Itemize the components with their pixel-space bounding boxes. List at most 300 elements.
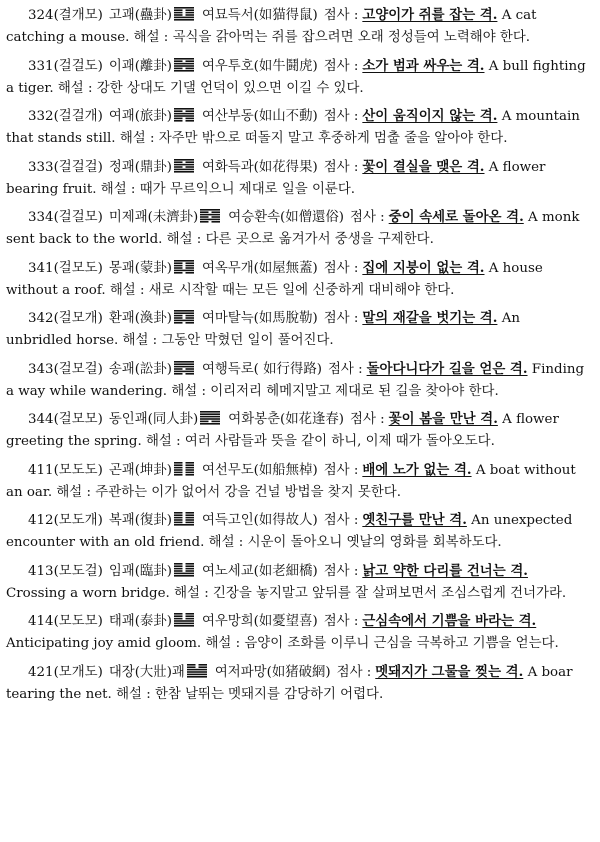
yin-line (200, 221, 209, 223)
yin-line (185, 267, 194, 269)
hexagram-name: 임괘(臨卦) (108, 563, 172, 579)
yin-line (212, 211, 221, 213)
entry-number: 414 (28, 614, 54, 629)
idiom: 여선무도(如船無棹) (201, 462, 318, 478)
hexagram-symbol-icon (174, 58, 194, 72)
idiom: 여노세교(如老細橋) (201, 563, 318, 579)
yin-line (185, 466, 194, 468)
english-translation: A monk sent back to the world. (6, 210, 580, 247)
entry-number: 412 (28, 513, 54, 528)
entry-header (6, 311, 497, 326)
hexagram-name: 여괘(旅卦) (108, 109, 172, 124)
commentary-text: 강한 상대도 기댈 언덕이 있으면 이길 수 있다. (96, 80, 364, 96)
hexagram-symbol-icon (174, 7, 194, 21)
idiom: 여묘득서(如猫得鼠) (201, 8, 318, 23)
commentary-text: 그동안 막혔던 일이 풀어진다. (161, 333, 334, 348)
entry-number: 331 (28, 58, 54, 74)
yang-line (174, 365, 194, 367)
yin-line (174, 12, 183, 14)
yin-line (185, 522, 194, 524)
hexagram-lines (174, 7, 194, 21)
yang-line (174, 572, 194, 574)
yin-line (174, 317, 183, 319)
entry-number: 421 (28, 664, 54, 680)
yin-line (174, 14, 183, 16)
idiom: 여화봉춘(如花逢春) (228, 412, 345, 427)
hexagram-lines (174, 613, 194, 627)
commentary-label: 해설 : (208, 535, 244, 550)
english-translation: Finding a way while wandering. (6, 361, 585, 399)
entry-number: 342 (28, 311, 54, 326)
yin-line (185, 368, 194, 370)
hexagram-lines (174, 310, 194, 324)
yin-line (174, 264, 183, 266)
yang-line (200, 418, 220, 420)
entry-header (6, 463, 472, 478)
yang-line (174, 163, 194, 165)
yin-line (174, 9, 183, 11)
judgement-label: 점사 : (350, 210, 385, 225)
idiom: 여승환속(如僧還俗) (228, 210, 345, 225)
yin-line (174, 161, 183, 163)
yin-line (174, 464, 183, 466)
yin-line (185, 469, 194, 471)
yang-line (200, 413, 220, 415)
hexagram-name: 고괘(蠱卦) (108, 8, 172, 23)
hexagram-name: 몽괘(蒙卦) (108, 260, 172, 276)
idiom: 여산부동(如山不動) (201, 109, 318, 124)
yin-line (212, 221, 221, 223)
yang-line (200, 214, 220, 216)
yin-line (174, 618, 183, 620)
yin-line (185, 166, 194, 168)
yin-line (185, 514, 194, 516)
verdict-text: 옛친구를 만난 격. (362, 512, 467, 528)
verdict-text: 산이 움직이지 않는 격. (362, 108, 498, 124)
yang-line (200, 411, 220, 413)
yin-line (174, 466, 183, 468)
commentary-text: 새로 시작할 때는 모든 일에 신중하게 대비해야 한다. (148, 282, 455, 298)
yin-line (185, 615, 194, 617)
hexagram-lines (174, 159, 194, 173)
yin-line (174, 469, 183, 471)
entry-header (6, 210, 524, 225)
hexagram-lines (200, 209, 220, 223)
entry-code: (걸모도) (53, 260, 103, 276)
hexagram-name: 미제괘(未濟卦) (108, 210, 199, 225)
yang-line (174, 19, 194, 21)
verdict-text: 근심속에서 기쁨을 바라는 격. (362, 613, 537, 629)
yin-line (200, 421, 209, 423)
commentary-label: 해설 : (205, 636, 241, 651)
yang-line (174, 260, 194, 262)
commentary-text: 다른 곳으로 옮겨가서 중생을 구제한다. (205, 232, 434, 247)
commentary-text: 주관하는 이가 없어서 강을 건널 방법을 찾지 못한다. (95, 484, 401, 500)
yin-line (185, 613, 194, 615)
oracle-entry (6, 206, 586, 251)
yin-line (187, 664, 196, 666)
yin-line (174, 462, 183, 464)
yin-line (198, 664, 207, 666)
entry-number: 324 (28, 8, 54, 23)
yin-line (200, 211, 209, 213)
yin-line (185, 317, 194, 319)
english-translation: Crossing a worn bridge. (6, 585, 170, 601)
oracle-entry (6, 307, 586, 352)
entry-header (6, 8, 497, 23)
yin-line (185, 565, 194, 567)
entry-number: 413 (28, 563, 54, 579)
yin-line (174, 110, 183, 112)
hexagram-symbol-icon (174, 310, 194, 324)
entry-code: (걸모걸) (53, 361, 103, 377)
entry-header (6, 614, 536, 629)
yang-line (174, 363, 194, 365)
oracle-entry (6, 610, 586, 655)
yin-line (185, 322, 194, 324)
yin-line (174, 517, 183, 519)
commentary-label: 해설 : (57, 80, 93, 96)
entry-header (6, 665, 523, 680)
hexagram-lines (174, 361, 194, 375)
yang-line (200, 219, 220, 221)
yin-line (174, 315, 183, 317)
yin-line (185, 471, 194, 473)
verdict-text: 낡고 약한 다리를 건너는 격. (362, 562, 528, 579)
hexagram-symbol-icon (174, 563, 194, 577)
yang-line (174, 115, 194, 117)
yang-line (174, 108, 194, 110)
yin-line (185, 14, 194, 16)
yin-line (212, 421, 221, 423)
verdict-text: 소가 범과 싸우는 격. (362, 57, 485, 74)
yang-line (174, 575, 194, 577)
yin-line (174, 522, 183, 524)
hexagram-symbol-icon (174, 159, 194, 173)
hexagram-name: 동인괘(同人卦) (108, 412, 199, 427)
entry-header (6, 362, 528, 377)
entry-header (6, 261, 484, 276)
yin-line (174, 166, 183, 168)
yin-line (185, 264, 194, 266)
yang-line (174, 269, 194, 271)
judgement-label: 점사 : (323, 462, 359, 478)
yin-line (185, 373, 194, 375)
commentary-text: 긴장을 놓지말고 앞뒤를 잘 살펴보면서 조심스럽게 건너가라. (213, 585, 567, 601)
verdict-text: 고양이가 쥐를 잡는 격. (362, 7, 498, 23)
yin-line (212, 216, 221, 218)
entry-header (6, 109, 497, 124)
entry-code: (모도걸) (53, 563, 103, 579)
hexagram-symbol-icon (174, 361, 194, 375)
entry-number: 343 (28, 361, 54, 377)
english-translation: A flower bearing fruit. (6, 159, 546, 197)
hexagram-name: 태괘(泰卦) (108, 614, 172, 629)
yang-line (174, 625, 194, 627)
yin-line (174, 519, 183, 521)
entry-code: (걸모모) (53, 412, 103, 427)
commentary-text: 시운이 돌아오니 옛날의 영화를 회복하도다. (247, 535, 502, 550)
idiom: 여저파망(如猪破網) (214, 664, 331, 680)
yang-line (187, 673, 207, 675)
entry-header (6, 513, 467, 528)
judgement-label: 점사 : (350, 412, 385, 427)
yin-line (185, 462, 194, 464)
yin-line (174, 567, 183, 569)
oracle-entry (6, 560, 586, 605)
yin-line (174, 120, 183, 122)
entry-header (6, 160, 484, 175)
hexagram-lines (187, 664, 207, 678)
english-translation: An unexpected encounter with an old friend. (6, 513, 573, 550)
entry-number: 334 (28, 210, 54, 225)
judgement-label: 점사 : (323, 614, 359, 629)
yin-line (198, 666, 207, 668)
commentary-label: 해설 : (100, 181, 136, 197)
hexagram-lines (174, 563, 194, 577)
hexagram-lines (174, 462, 194, 476)
hexagram-symbol-icon (200, 411, 220, 425)
yin-line (174, 613, 183, 615)
yang-line (174, 310, 194, 312)
yin-line (185, 315, 194, 317)
yin-line (185, 519, 194, 521)
entry-code: (걸걸도) (53, 58, 103, 74)
entry-header (6, 59, 484, 74)
hexagram-symbol-icon (187, 664, 207, 678)
verdict-text: 꽃이 봄을 만난 격. (388, 411, 498, 427)
entry-code: (모개도) (53, 664, 103, 680)
yin-line (185, 110, 194, 112)
oracle-entry (6, 257, 586, 302)
yang-line (200, 209, 220, 211)
idiom: 여득고인(如得故人) (201, 513, 318, 528)
judgement-label: 점사 : (323, 8, 359, 23)
yin-line (174, 471, 183, 473)
yin-line (174, 267, 183, 269)
entry-code: (걸걸걸) (53, 159, 103, 175)
yang-line (174, 159, 194, 161)
english-translation: A house without a roof. (6, 260, 543, 298)
judgement-label: 점사 : (323, 58, 359, 74)
yang-line (174, 62, 194, 64)
yin-line (174, 322, 183, 324)
yin-line (174, 565, 183, 567)
yang-line (174, 70, 194, 72)
yang-line (174, 168, 194, 170)
entry-code: (걸모개) (53, 311, 103, 326)
yang-line (174, 312, 194, 314)
english-translation: Anticipating joy amid gloom. (6, 636, 202, 651)
yin-line (174, 67, 183, 69)
yang-line (174, 17, 194, 19)
yin-line (185, 60, 194, 62)
hexagram-lines (174, 58, 194, 72)
yang-line (174, 524, 194, 526)
yang-line (187, 668, 207, 670)
entry-code: (결개모) (53, 8, 103, 23)
yin-line (174, 368, 183, 370)
entry-number: 332 (28, 109, 54, 124)
hexagram-symbol-icon (200, 209, 220, 223)
commentary-label: 해설 : (171, 383, 206, 399)
oracle-entry (6, 509, 586, 554)
yin-line (174, 272, 183, 274)
idiom: 여마탈늑(如馬脫勒) (201, 311, 318, 326)
oracle-entry (6, 55, 586, 100)
hexagram-lines (200, 411, 220, 425)
yang-line (174, 65, 194, 67)
judgement-label: 점사 : (323, 260, 359, 276)
yin-line (187, 666, 196, 668)
oracle-entry (6, 408, 586, 453)
entry-code: (모도모) (53, 614, 103, 629)
yang-line (174, 171, 194, 173)
verdict-text: 말의 재갈을 벗기는 격. (362, 310, 498, 326)
verdict-text: 집에 지붕이 없는 격. (362, 259, 485, 276)
yin-line (174, 615, 183, 617)
yin-line (185, 464, 194, 466)
yin-line (174, 262, 183, 264)
yin-line (174, 373, 183, 375)
oracle-entry (6, 661, 586, 706)
yin-line (185, 618, 194, 620)
yin-line (174, 570, 183, 572)
hexagram-name: 환괘(渙卦) (108, 311, 172, 326)
verdict-text: 돌아다니다가 길을 얻은 격. (366, 360, 528, 377)
yin-line (174, 512, 183, 514)
yang-line (174, 58, 194, 60)
commentary-label: 해설 : (56, 484, 92, 500)
oracle-entry (6, 156, 586, 201)
oracle-entry (6, 358, 586, 403)
oracle-entry (6, 459, 586, 504)
commentary-text: 이리저리 헤메지말고 제대로 된 길을 찾아야 한다. (210, 383, 499, 399)
hexagram-symbol-icon (174, 512, 194, 526)
judgement-label: 점사 : (323, 311, 359, 326)
yin-line (174, 514, 183, 516)
verdict-text: 멧돼지가 그물을 찢는 격. (375, 663, 524, 680)
yang-line (174, 370, 194, 372)
yin-line (185, 161, 194, 163)
commentary-label: 해설 : (174, 585, 209, 601)
entry-code: (모도개) (53, 513, 103, 528)
english-translation: A flower greeting the spring. (6, 412, 559, 449)
yang-line (174, 361, 194, 363)
judgement-label: 점사 : (323, 563, 359, 579)
yin-line (185, 563, 194, 565)
commentary-label: 해설 : (116, 686, 151, 702)
entry-header (6, 412, 498, 427)
yin-line (185, 570, 194, 572)
judgement-label: 점사 : (336, 664, 372, 680)
judgement-label: 점사 : (327, 361, 363, 377)
commentary-label: 해설 : (133, 30, 169, 45)
entry-number: 344 (28, 412, 54, 427)
yin-line (174, 60, 183, 62)
hexagram-name: 이괘(離卦) (108, 58, 172, 74)
entry-code: (걸걸개) (53, 109, 103, 124)
english-translation: A boat without an oar. (6, 462, 576, 500)
idiom: 여우투호(如牛鬪虎) (201, 58, 318, 74)
yang-line (174, 620, 194, 622)
commentary-text: 곡식을 갉아먹는 쥐를 잡으려면 오래 정성들여 노력해야 한다. (172, 30, 531, 45)
yin-line (185, 118, 194, 120)
commentary-label: 해설 : (109, 282, 145, 298)
entry-header (6, 564, 528, 579)
yin-line (185, 262, 194, 264)
hexagram-symbol-icon (174, 462, 194, 476)
judgement-label: 점사 : (323, 109, 359, 124)
idiom: 여화득과(如花得果) (201, 159, 318, 175)
entry-number: 333 (28, 159, 54, 175)
english-translation: A cat catching a mouse. (6, 8, 537, 45)
yang-line (187, 676, 207, 678)
yin-line (200, 216, 209, 218)
english-translation: A boar tearing the net. (6, 664, 573, 702)
entry-number: 411 (28, 462, 54, 478)
hexagram-lines (174, 108, 194, 122)
hexagram-symbol-icon (174, 108, 194, 122)
commentary-text: 한참 날뛰는 멧돼지를 감당하기 어렵다. (154, 686, 384, 702)
yin-line (185, 12, 194, 14)
verdict-text: 배에 노가 없는 격. (362, 461, 472, 478)
yin-line (185, 517, 194, 519)
yin-line (185, 67, 194, 69)
yin-line (185, 567, 194, 569)
entry-number: 341 (28, 260, 54, 276)
hexagram-lines (174, 512, 194, 526)
commentary-label: 해설 : (119, 131, 155, 146)
verdict-text: 중이 속세로 돌아온 격. (388, 209, 524, 225)
commentary-text: 여러 사람들과 뜻을 같이 하니, 이제 때가 돌아오도다. (184, 434, 495, 449)
yin-line (185, 272, 194, 274)
yang-line (200, 416, 220, 418)
idiom: 여우망희(如憂望喜) (201, 614, 318, 629)
yin-line (185, 474, 194, 476)
commentary-text: 자주만 밖으로 떠돌지 말고 후중하게 멈출 줄을 알아야 한다. (158, 131, 508, 146)
hexagram-name: 정괘(鼎卦) (108, 159, 172, 175)
yin-line (174, 563, 183, 565)
yin-line (185, 9, 194, 11)
yang-line (187, 671, 207, 673)
commentary-text: 때가 무르익으니 제대로 일을 이룬다. (139, 181, 356, 197)
yin-line (185, 512, 194, 514)
entry-code: (걸걸모) (53, 210, 103, 225)
yang-line (174, 623, 194, 625)
oracle-entry (6, 4, 586, 49)
yang-line (174, 7, 194, 9)
oracle-entry (6, 105, 586, 150)
yin-line (174, 474, 183, 476)
english-translation: A mountain that stands still. (6, 109, 580, 146)
english-translation: An unbridled horse. (6, 311, 520, 348)
hexagram-name: 곤괘(坤卦) (108, 462, 172, 478)
entry-code: (모도도) (53, 462, 103, 478)
hexagram-name: 복괘(復卦) (108, 513, 172, 528)
yin-line (185, 120, 194, 122)
hexagram-lines (174, 260, 194, 274)
commentary-label: 해설 : (122, 333, 158, 348)
yin-line (174, 118, 183, 120)
yang-line (174, 113, 194, 115)
idiom: 여옥무개(如屋無蓋) (201, 260, 318, 276)
commentary-label: 해설 : (145, 434, 181, 449)
yang-line (200, 423, 220, 425)
commentary-text: 음양이 조화를 이루니 근심을 극복하고 기쁨을 얻는다. (244, 636, 559, 651)
commentary-label: 해설 : (166, 232, 202, 247)
hexagram-name: 대장(大壯)괘 (108, 664, 185, 680)
